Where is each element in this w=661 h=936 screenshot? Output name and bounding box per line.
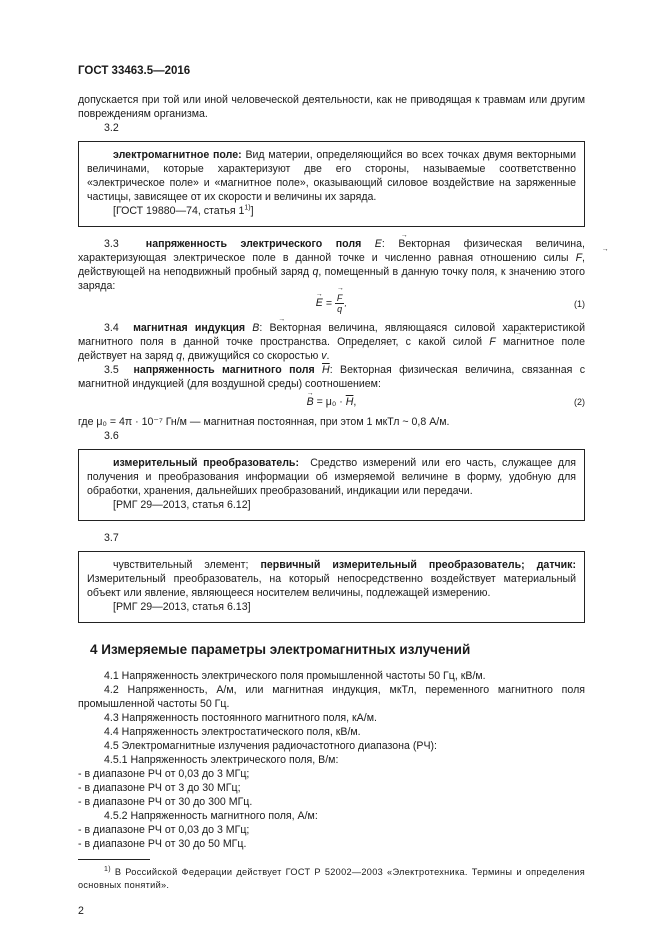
symbol: → B	[252, 322, 259, 334]
definition-box-3-2	[78, 141, 585, 227]
item: 4.5.2 Напряженность магнитного поля, А/м:	[104, 810, 318, 822]
clause-number: 3.5	[104, 364, 119, 376]
text: .	[326, 350, 330, 362]
term: электромагнитное поле:	[113, 149, 242, 161]
source: [ГОСТ 19880—74, статья 1	[113, 205, 245, 217]
item: 4.1 Напряженность электрического поля промышленной частоты 50 Гц, кВ/м.	[104, 670, 486, 682]
symbol: → v	[321, 350, 326, 362]
clause-number-3-2: 3.2	[104, 122, 119, 134]
definition: Измерительный преобразователь, на который непосредственно воздействует материальный объект или явление, являющееся носителем величины, подлежащей измерению.	[87, 573, 576, 599]
item: 4.5.1 Напряженность электрического поля, В/м:	[104, 754, 339, 766]
footnote-mark: 1)	[104, 865, 111, 873]
definition-box-3-6	[78, 449, 585, 521]
list-item: - в диапазоне РЧ от 30 до 300 МГц.	[78, 796, 253, 808]
clause-number: 3.4	[104, 322, 119, 334]
text: , помещенный в данную точку поля, к значению этого заряда:	[78, 266, 585, 292]
document-page	[78, 64, 585, 918]
formula-2: → $B = \mu_0 \cdot \overline{H}$, (2)	[78, 395, 585, 415]
term: магнитная индукция	[133, 322, 246, 334]
symbol: q	[176, 350, 183, 362]
formula-1: → E = → $\frac{F}{q}$ . (1)	[78, 293, 585, 321]
text: Векторная физическая величина, связанная с магнитной индукцией (для воздушной среды) соотношением:	[78, 364, 586, 390]
clause-number: 3.3	[104, 238, 119, 250]
item: 4.4 Напряженность электростатического поля, кВ/м.	[104, 726, 361, 738]
text: , действующей на неподвижный пробный заряд	[78, 252, 585, 278]
term: измерительный преобразователь:	[113, 457, 299, 469]
text: магнитное поле действует на заряд	[78, 336, 585, 362]
text: , движущийся со скоростью	[182, 350, 319, 362]
formula-b: → B	[307, 396, 314, 408]
document-header: ГОСТ 33463.5—2016	[78, 65, 191, 77]
clause-number-3-7: 3.7	[104, 532, 119, 544]
text: Векторная физическая величина, характеризующая электрическое поле в данной точке и численно равная отношению силы	[78, 238, 585, 264]
denominator: q	[337, 304, 343, 314]
list-item: - в диапазоне РЧ от 0,03 до 3 МГц;	[78, 824, 250, 836]
page-number: 2	[78, 905, 84, 917]
term: напряженность магнитного поля	[133, 364, 315, 376]
symbol: → E	[375, 238, 382, 250]
item: 4.2 Напряженность, А/м, или магнитная индукция, мкТл, переменного магнитного поля промышленной частоты 50 Гц.	[78, 684, 585, 710]
pre-term: чувствительный элемент;	[113, 559, 249, 571]
symbol: $\overline{H}$	[322, 364, 330, 376]
numerator: → F	[337, 293, 343, 303]
symbol: → F	[576, 252, 582, 264]
footnote-text: В Российской Федерации действует ГОСТ Р 52002—2003 «Электротехника. Термины и определения основных понятий».	[78, 867, 585, 890]
formula-h: $\overline{H}$	[345, 396, 354, 408]
definition: Средство измерений или его часть, служащее для получения и преобразования информации об измеряемой величине в форму, удобную для обработки, хранения, дальнейших преобразований, индикации или передачи.	[87, 457, 576, 497]
symbol: → F	[489, 336, 495, 348]
clause-3-5: 3.5 напряженность магнитного поля $\overline{H}$: Векторная физическая величина, связанная с магнитной индукцией (для воздушной среды) соотношением:	[78, 364, 586, 390]
definition: Вид материи, определяющийся во всех точках двумя векторными величинами, которые характеризуют две его стороны, называемые соответственно «электрическое поле» и «магнитное поле», оказывающий силовое воздействие на заряженные частицы, зависящее от их скорости и величины их заряда.	[87, 149, 576, 203]
source: [РМГ 29—2013, статья 6.13]	[113, 601, 251, 613]
clause-3-3: 3.3 напряженность электрического поля → E: Векторная физическая величина, характеризующая электрическое поле в данной точке и численно равная отношению силы → F, действующей на неподвижный пробный заряд q, помещенный в данную точку поля, к значению этого заряда:	[78, 237, 585, 293]
equation-number: (2)	[574, 397, 585, 407]
clause-number-3-6: 3.6	[104, 430, 119, 442]
symbol: q	[312, 266, 319, 278]
list-item: - в диапазоне РЧ от 30 до 50 МГц.	[78, 838, 247, 850]
term: напряженность электрического поля	[145, 238, 362, 250]
intro-paragraph: допускается при той или иной человеческой деятельности, как не приводящая к травмам или другим повреждениям организма.	[78, 94, 585, 120]
list-item: - в диапазоне РЧ от 0,03 до 3 МГц;	[78, 768, 250, 780]
term: первичный измерительный преобразователь; датчик:	[260, 559, 576, 571]
source: [РМГ 29—2013, статья 6.12]	[113, 499, 251, 511]
footnote-ref[interactable]: 1)	[244, 204, 251, 212]
footnote	[78, 866, 585, 892]
footnote-divider	[78, 859, 150, 860]
formula-lhs: → E	[316, 297, 323, 309]
source-end: ]	[250, 205, 254, 217]
formula-mid: = μ₀ ·	[316, 396, 343, 408]
clause-3-4: 3.4 магнитная индукция → B: Векторная величина, являющаяся силовой характеристикой магнитного поля в данной точке пространства. Определяет, с какой силой → F магнитное поле действует на заряд q, движущийся со скоростью → v.	[78, 321, 585, 363]
equation-number: (1)	[574, 299, 585, 309]
text: Векторная величина, являющаяся силовой характеристикой магнитного поля в данной точке пространства. Определяет, с какой силой	[78, 322, 585, 348]
item: 4.3 Напряженность постоянного магнитного поля, кА/м.	[104, 712, 377, 724]
section-heading-4: 4 Измеряемые параметры электромагнитных излучений	[90, 642, 471, 657]
list-item: - в диапазоне РЧ от 3 до 30 МГц;	[78, 782, 241, 794]
item: 4.5 Электромагнитные излучения радиочастотного диапазона (РЧ):	[104, 740, 437, 752]
definition-box-3-7	[78, 551, 585, 623]
where-clause: где μ₀ = 4π · 10⁻⁷ Гн/м — магнитная постоянная, при этом 1 мкТл ~ 0,8 А/м.	[78, 416, 450, 428]
